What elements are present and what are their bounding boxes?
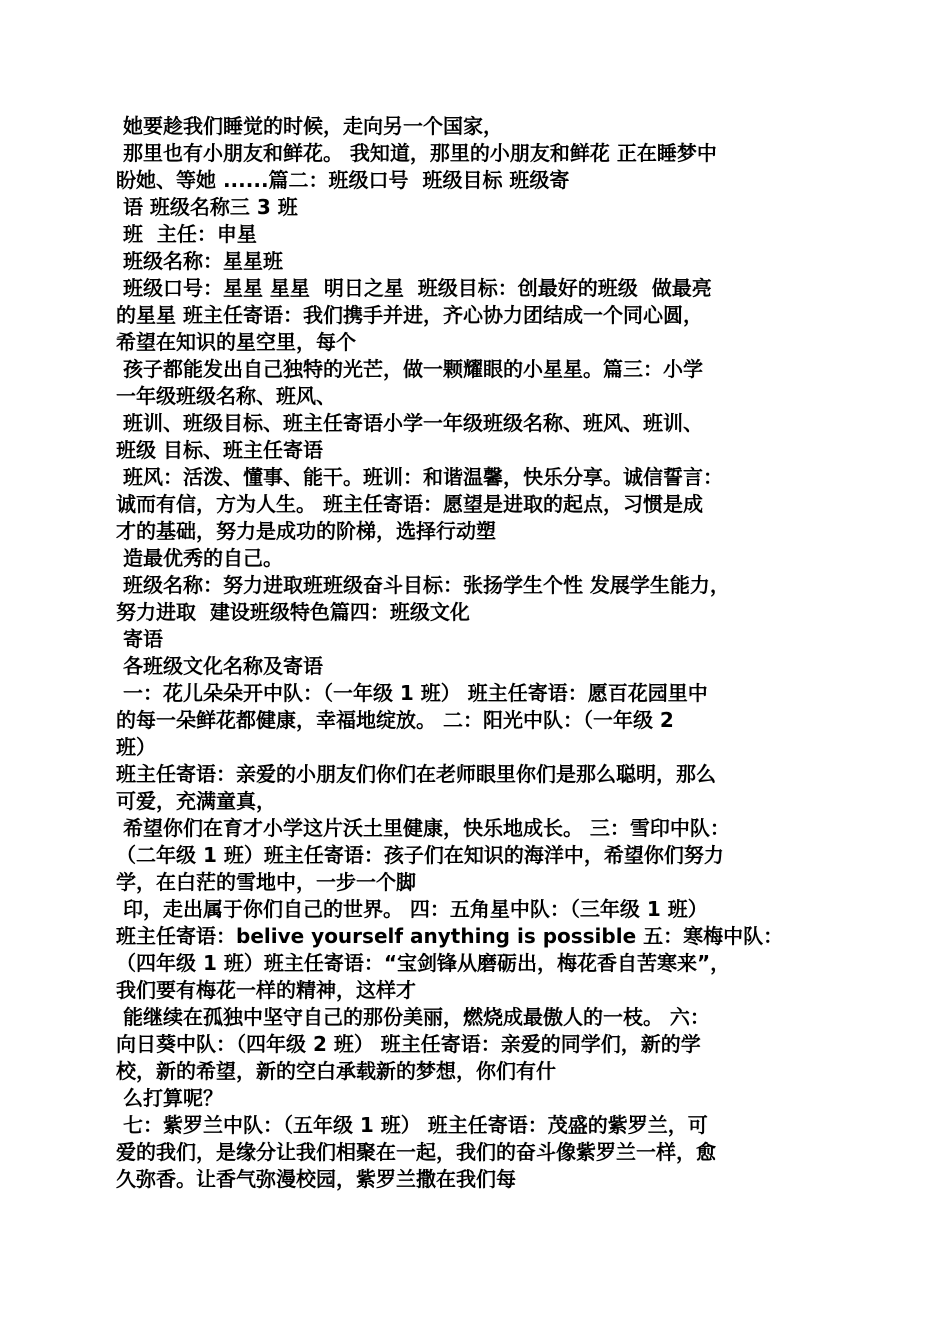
text-line: 班级名称：星星班 [116, 249, 283, 273]
text-line: 班训、班级目标、班主任寄语小学一年级班级名称、班风、班训、 [116, 411, 703, 435]
text-line: 么打算呢？ [116, 1086, 223, 1110]
text-line: 班主任寄语：belive yourself anything is possible 五：寒梅中队： [116, 924, 784, 948]
text-line: 班级口号：星星 星星 明日之星 班级目标：创最好的班级 做最亮 [116, 276, 712, 300]
text-line: 她要趁我们睡觉的时候，走向另一个国家， [116, 114, 503, 138]
text-line: 班级名称：努力进取班班级奋斗目标：张扬学生个性 发展学生能力， [116, 573, 730, 597]
text-line: 班级 目标、班主任寄语 [116, 438, 323, 462]
text-line: 造最优秀的自己。 [116, 546, 283, 570]
text-line: 的每一朵鲜花都健康，幸福地绽放。 二：阳光中队：（一年级 2 [116, 708, 674, 732]
text-line: 诚而有信，方为人生。 班主任寄语：愿望是进取的起点，习惯是成 [116, 492, 703, 516]
text-line: 语 班级名称三 3 班 [116, 195, 298, 219]
text-line: 班） [116, 735, 156, 759]
text-line: 寄语 [116, 627, 163, 651]
text-line: 各班级文化名称及寄语 [116, 654, 323, 678]
text-line: 七：紫罗兰中队：（五年级 1 班） 班主任寄语：茂盛的紫罗兰，可 [116, 1113, 708, 1137]
text-line: 校，新的希望，新的空白承载新的梦想，你们有什 [116, 1059, 556, 1083]
text-line: 能继续在孤独中坚守自己的那份美丽，燃烧成最傲人的一枝。 六： [116, 1005, 710, 1029]
text-line: 那里也有小朋友和鲜花。 我知道，那里的小朋友和鲜花 正在睡梦中 [116, 141, 717, 165]
text-line: 我们要有梅花一样的精神，这样才 [116, 978, 416, 1002]
text-line: 爱的我们，是缘分让我们相聚在一起，我们的奋斗像紫罗兰一样，愈 [116, 1140, 716, 1164]
text-line: 印，走出属于你们自己的世界。 四：五角星中队：（三年级 1 班） [116, 897, 708, 921]
document-body [116, 113, 841, 1193]
text-line: 孩子都能发出自己独特的光芒，做一颗耀眼的小星星。篇三：小学 [116, 357, 703, 381]
text-line: 可爱，充满童真， [116, 789, 276, 813]
text-line: 久弥香。让香气弥漫校园，紫罗兰撒在我们每 [116, 1167, 516, 1191]
text-line: 一年级班级名称、班风、 [116, 384, 336, 408]
text-line: 才的基础，努力是成功的阶梯，选择行动塑 [116, 519, 496, 543]
text-line: （二年级 1 班）班主任寄语：孩子们在知识的海洋中，希望你们努力 [116, 843, 724, 867]
text-line: 希望你们在育才小学这片沃土里健康，快乐地成长。 三：雪印中队： [116, 816, 730, 840]
text-line: （四年级 1 班）班主任寄语：“宝剑锋从磨砺出，梅花香自苦寒来”， [116, 951, 731, 975]
text-line: 班 主任：申星 [116, 222, 257, 246]
text-line: 盼她、等她 ......篇二：班级口号 班级目标 班级寄 [116, 168, 570, 192]
text-line: 向日葵中队：（四年级 2 班） 班主任寄语：亲爱的同学们，新的学 [116, 1032, 701, 1056]
text-line: 学，在白茫的雪地中，一步一个脚 [116, 870, 416, 894]
text-line: 的星星 班主任寄语：我们携手并进，齐心协力团结成一个同心圆， [116, 303, 703, 327]
text-line: 班主任寄语：亲爱的小朋友们你们在老师眼里你们是那么聪明，那么 [116, 762, 716, 786]
text-line: 一：花儿朵朵开中队：（一年级 1 班） 班主任寄语：愿百花园里中 [116, 681, 708, 705]
text-line: 希望在知识的星空里，每个 [116, 330, 356, 354]
text-line: 班风：活泼、懂事、能干。班训：和谐温馨，快乐分享。诚信誓言： [116, 465, 723, 489]
text-line: 努力进取 建设班级特色篇四：班级文化 [116, 600, 470, 624]
